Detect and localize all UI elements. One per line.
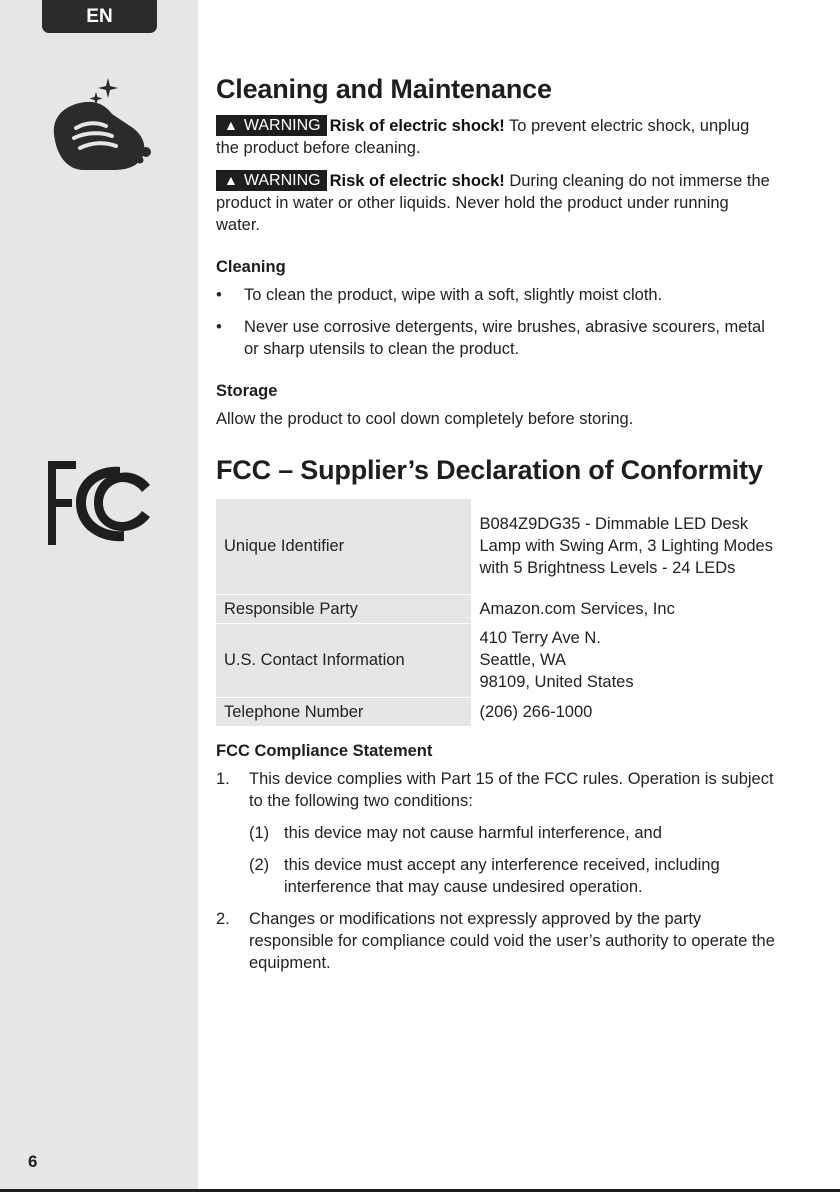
warning-paragraph-2 — [216, 170, 776, 236]
sidebar — [0, 0, 198, 1192]
table-row — [216, 623, 782, 697]
declaration-table — [216, 499, 782, 727]
table-value: B084Z9DG35 - Dimmable LED Desk Lamp with Swing Arm, 3 Lighting Modes with 5 Brightness Levels - 24 LEDs — [471, 499, 782, 594]
language-badge: EN — [42, 0, 157, 33]
table-row — [216, 697, 782, 726]
warning-bold-text: Risk of electric shock! — [329, 117, 505, 135]
fcc-logo — [46, 459, 156, 547]
table-row — [216, 499, 782, 594]
warning-triangle-icon: ▲ — [224, 172, 238, 188]
warning-text: During cleaning do not immerse the product in water or other liquids. Never hold the product under running water. — [216, 172, 770, 234]
table-value: Amazon.com Services, Inc — [471, 594, 782, 623]
table-label: Responsible Party — [216, 594, 471, 623]
storage-text: Allow the product to cool down completely before storing. — [216, 410, 634, 428]
list-item: (1) this device may not cause harmful interference, and — [249, 824, 662, 842]
compliance-list — [216, 768, 786, 984]
compliance-heading: FCC Compliance Statement — [216, 742, 433, 760]
list-item: (2) this device must accept any interference received, including interference that may cause undesired operation. — [249, 856, 720, 896]
cleaning-title: Cleaning and Maintenance — [216, 74, 552, 104]
warning-triangle-icon: ▲ — [224, 117, 238, 133]
table-label: Unique Identifier — [216, 499, 471, 594]
table-value: 410 Terry Ave N. Seattle, WA 98109, United States — [471, 623, 782, 697]
warning-paragraph-1 — [216, 115, 776, 159]
cleaning-heading: Cleaning — [216, 258, 286, 276]
warning-badge: ▲ WARNING — [216, 115, 327, 136]
list-item: • Never use corrosive detergents, wire brushes, abrasive scourers, metal or sharp utensils to clean the product. — [216, 318, 765, 358]
fcc-title: FCC – Supplier’s Declaration of Conformity — [216, 455, 763, 485]
cleaning-list — [216, 284, 776, 370]
table-label: U.S. Contact Information — [216, 623, 471, 697]
warning-badge: ▲ WARNING — [216, 170, 327, 191]
warning-bold-text: Risk of electric shock! — [329, 172, 505, 190]
table-row — [216, 594, 782, 623]
warning-text: To prevent electric shock, unplug the product before cleaning. — [216, 117, 750, 157]
list-item: 1. This device complies with Part 15 of the FCC rules. Operation is subject to the following two conditions: (1) this device may not cause harmful interference, and (2) this device must accept any interference received, including interference that may cause undesired operation. — [216, 768, 786, 898]
cleaning-hand-icon — [46, 76, 154, 172]
table-value: (206) 266-1000 — [471, 697, 782, 726]
list-item: • To clean the product, wipe with a soft, slightly moist cloth. — [216, 286, 663, 304]
page-number: 6 — [28, 1152, 38, 1171]
storage-heading: Storage — [216, 382, 278, 400]
list-item: 2. Changes or modifications not expressly approved by the party responsible for compliance could void the user’s authority to operate the equipment. — [216, 910, 775, 972]
table-label: Telephone Number — [216, 697, 471, 726]
sub-list — [249, 822, 786, 898]
